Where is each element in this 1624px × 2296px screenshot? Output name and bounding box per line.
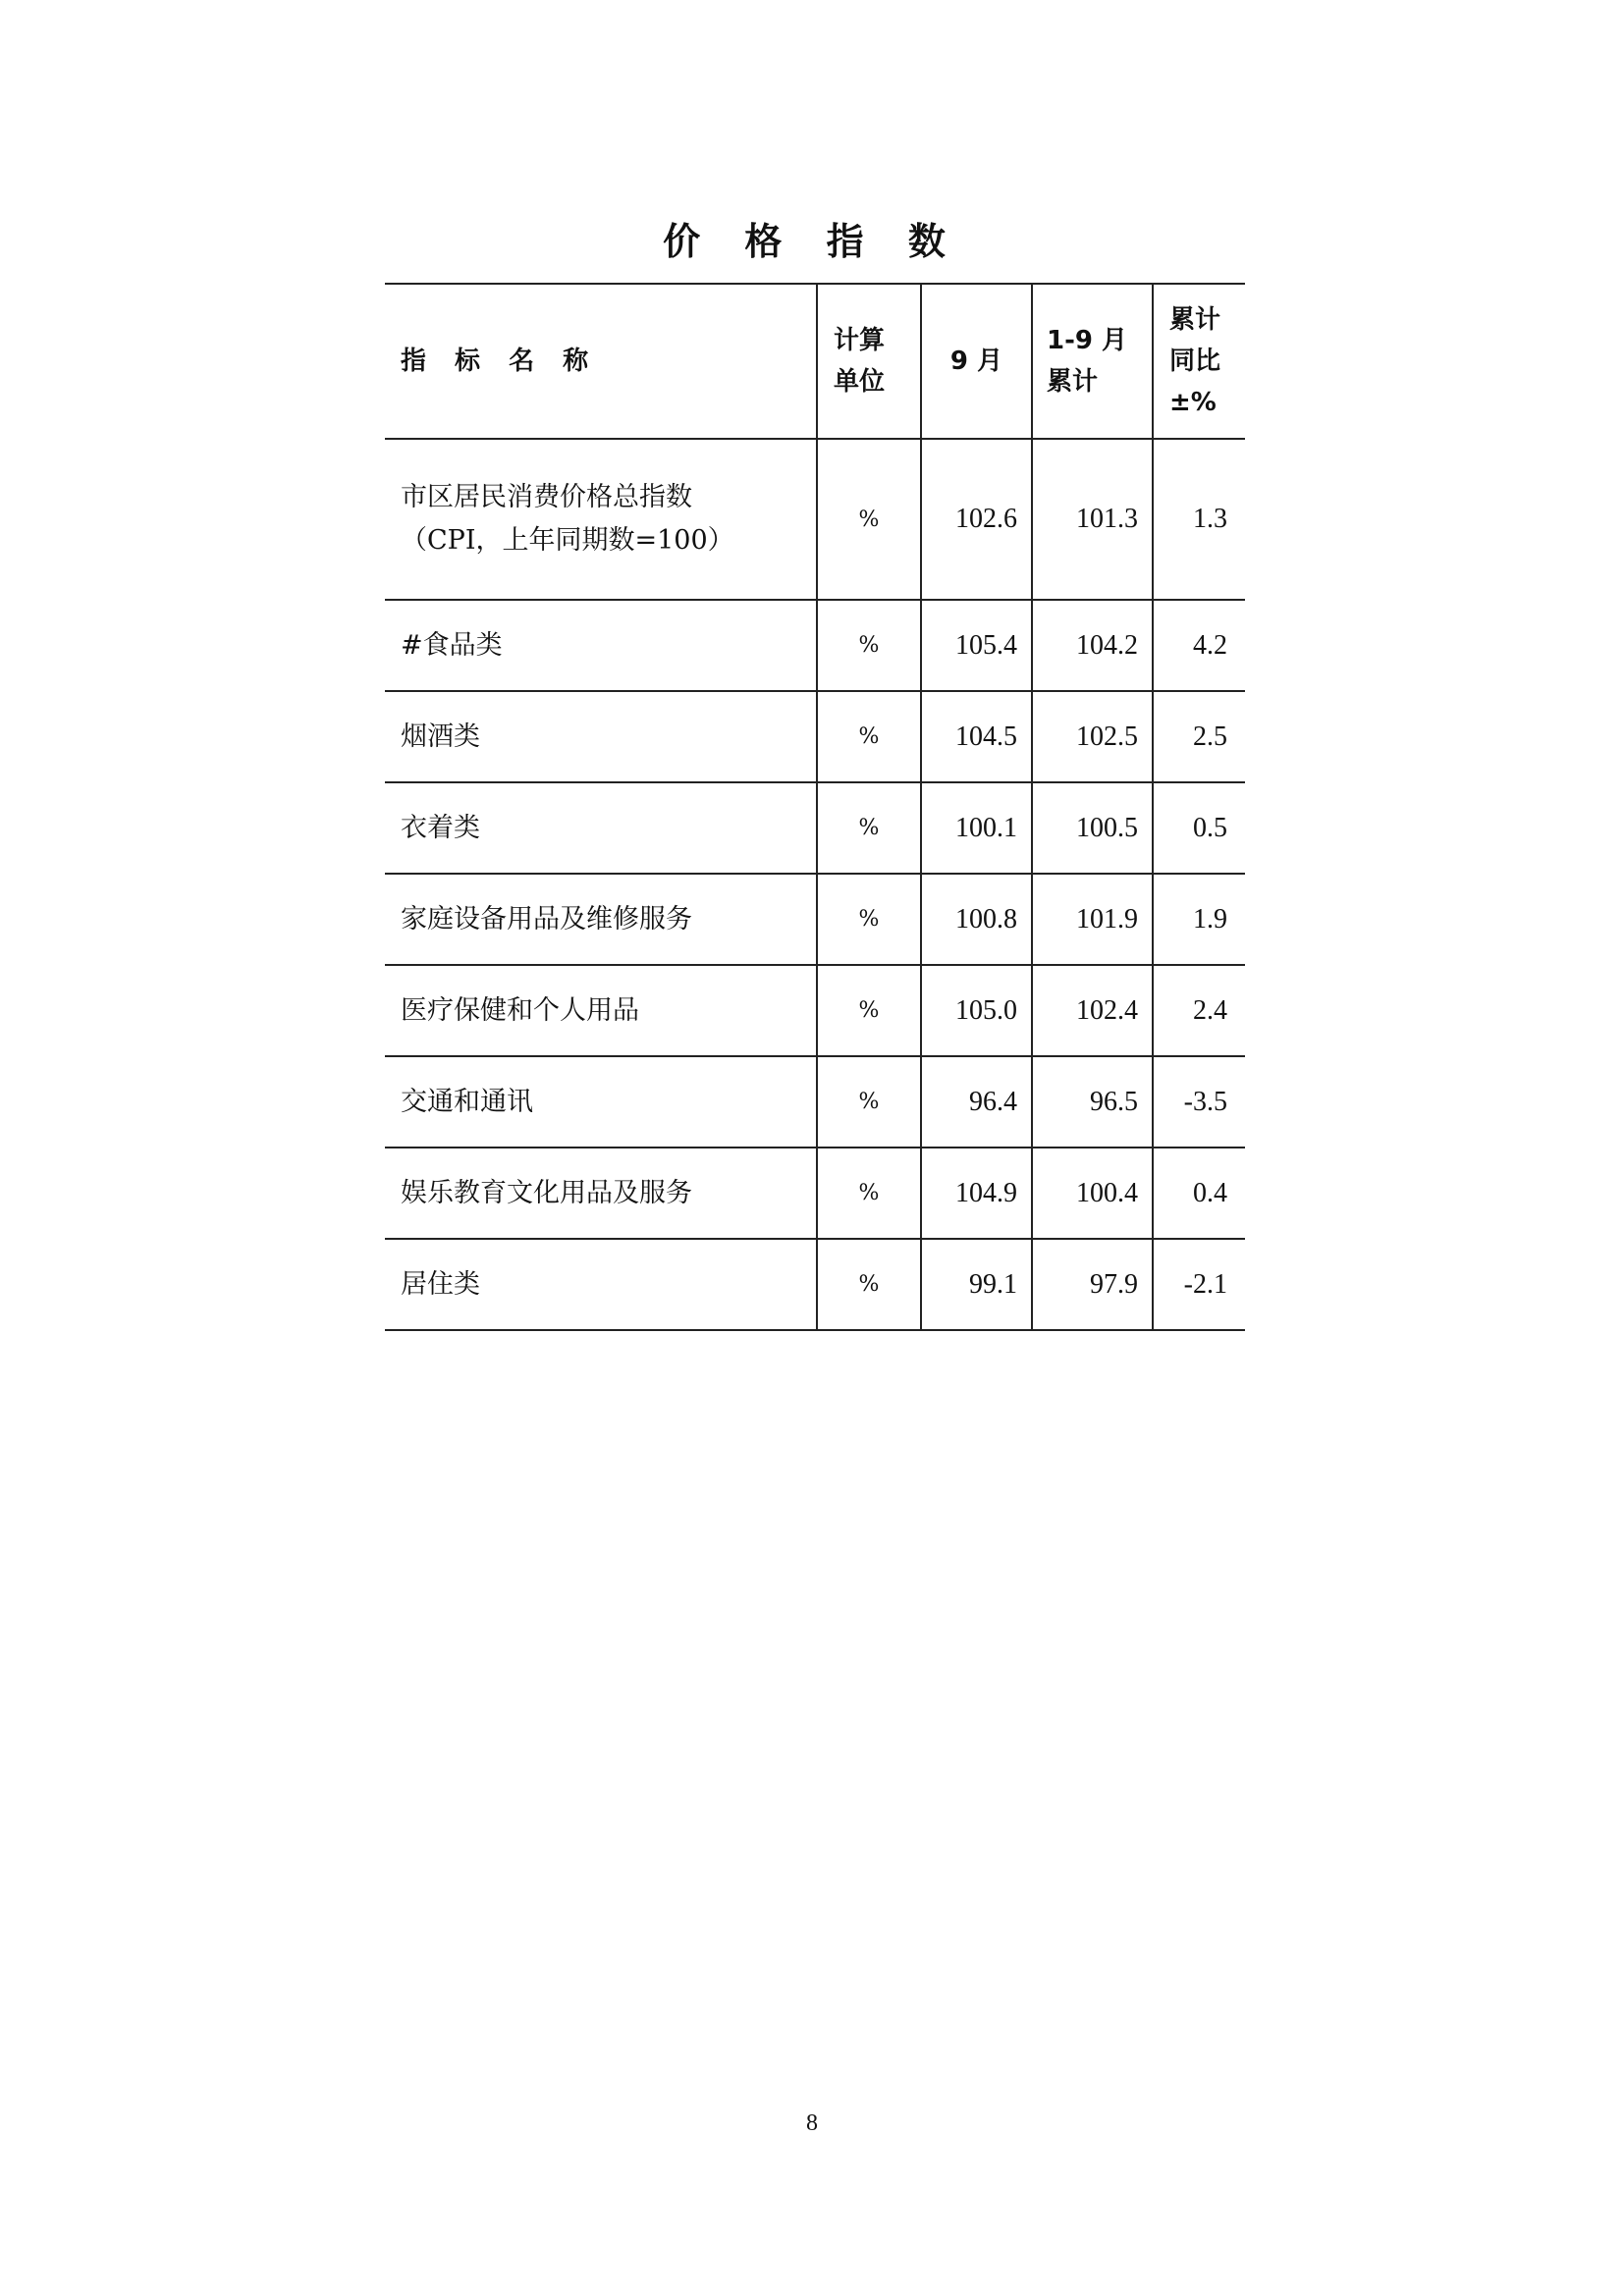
month-value: 104.9 (921, 1148, 1032, 1239)
month-value: 100.1 (921, 782, 1032, 874)
table-header-row (385, 284, 1245, 439)
price-index-table (385, 283, 1245, 1331)
indicator-name: 衣着类 (385, 782, 817, 874)
month-value: 100.8 (921, 874, 1032, 965)
month-value: 105.0 (921, 965, 1032, 1056)
month-value: 102.6 (921, 439, 1032, 600)
indicator-name: 家庭设备用品及维修服务 (385, 874, 817, 965)
header-cumulative (1032, 284, 1153, 439)
month-value: 96.4 (921, 1056, 1032, 1148)
header-indicator-name: 指 标 名 称 (385, 284, 817, 439)
yoy-value: -2.1 (1153, 1239, 1245, 1330)
header-yoy-line: 同比 (1169, 347, 1221, 376)
cumulative-value: 101.9 (1032, 874, 1153, 965)
indicator-name: 交通和通讯 (385, 1056, 817, 1148)
indicator-name: #食品类 (385, 600, 817, 691)
header-yoy (1153, 284, 1245, 439)
cumulative-value: 104.2 (1032, 600, 1153, 691)
unit-cell: % (817, 782, 921, 874)
indicator-name-line: （CPI，上年同期数=100） (401, 525, 734, 556)
unit-cell: % (817, 965, 921, 1056)
table-row (385, 1056, 1245, 1148)
indicator-name: 烟酒类 (385, 691, 817, 782)
month-value: 99.1 (921, 1239, 1032, 1330)
table-row (385, 1148, 1245, 1239)
cumulative-value: 101.3 (1032, 439, 1153, 600)
header-unit-line: 单位 (834, 367, 886, 397)
unit-cell: % (817, 439, 921, 600)
header-yoy-line: 累计 (1169, 305, 1221, 335)
cumulative-value: 102.4 (1032, 965, 1153, 1056)
page-number: 8 (806, 2110, 818, 2136)
indicator-name: 医疗保健和个人用品 (385, 965, 817, 1056)
table-row (385, 782, 1245, 874)
table-row (385, 1239, 1245, 1330)
month-value: 104.5 (921, 691, 1032, 782)
yoy-value: 2.4 (1153, 965, 1245, 1056)
header-month: 9 月 (921, 284, 1032, 439)
page-title: 价 格 指 数 (663, 220, 961, 263)
unit-cell: % (817, 1239, 921, 1330)
cumulative-value: 100.4 (1032, 1148, 1153, 1239)
cumulative-value: 100.5 (1032, 782, 1153, 874)
table-row (385, 874, 1245, 965)
table-row (385, 600, 1245, 691)
unit-cell: % (817, 1056, 921, 1148)
yoy-value: 0.4 (1153, 1148, 1245, 1239)
yoy-value: -3.5 (1153, 1056, 1245, 1148)
table-row (385, 439, 1245, 600)
yoy-value: 2.5 (1153, 691, 1245, 782)
cumulative-value: 97.9 (1032, 1239, 1153, 1330)
header-unit (817, 284, 921, 439)
unit-cell: % (817, 600, 921, 691)
indicator-name: 居住类 (385, 1239, 817, 1330)
yoy-value: 0.5 (1153, 782, 1245, 874)
header-unit-line: 计算 (834, 326, 886, 355)
cumulative-value: 102.5 (1032, 691, 1153, 782)
unit-cell: % (817, 1148, 921, 1239)
indicator-name (385, 439, 817, 600)
header-yoy-line: ±% (1169, 388, 1217, 417)
unit-cell: % (817, 874, 921, 965)
yoy-value: 1.9 (1153, 874, 1245, 965)
yoy-value: 4.2 (1153, 600, 1245, 691)
table-row (385, 965, 1245, 1056)
unit-cell: % (817, 691, 921, 782)
header-cumulative-line: 1-9 月 (1047, 326, 1128, 355)
yoy-value: 1.3 (1153, 439, 1245, 600)
header-cumulative-line: 累计 (1047, 367, 1099, 397)
cumulative-value: 96.5 (1032, 1056, 1153, 1148)
month-value: 105.4 (921, 600, 1032, 691)
indicator-name: 娱乐教育文化用品及服务 (385, 1148, 817, 1239)
indicator-name-line: 市区居民消费价格总指数 (401, 482, 692, 512)
table-row (385, 691, 1245, 782)
